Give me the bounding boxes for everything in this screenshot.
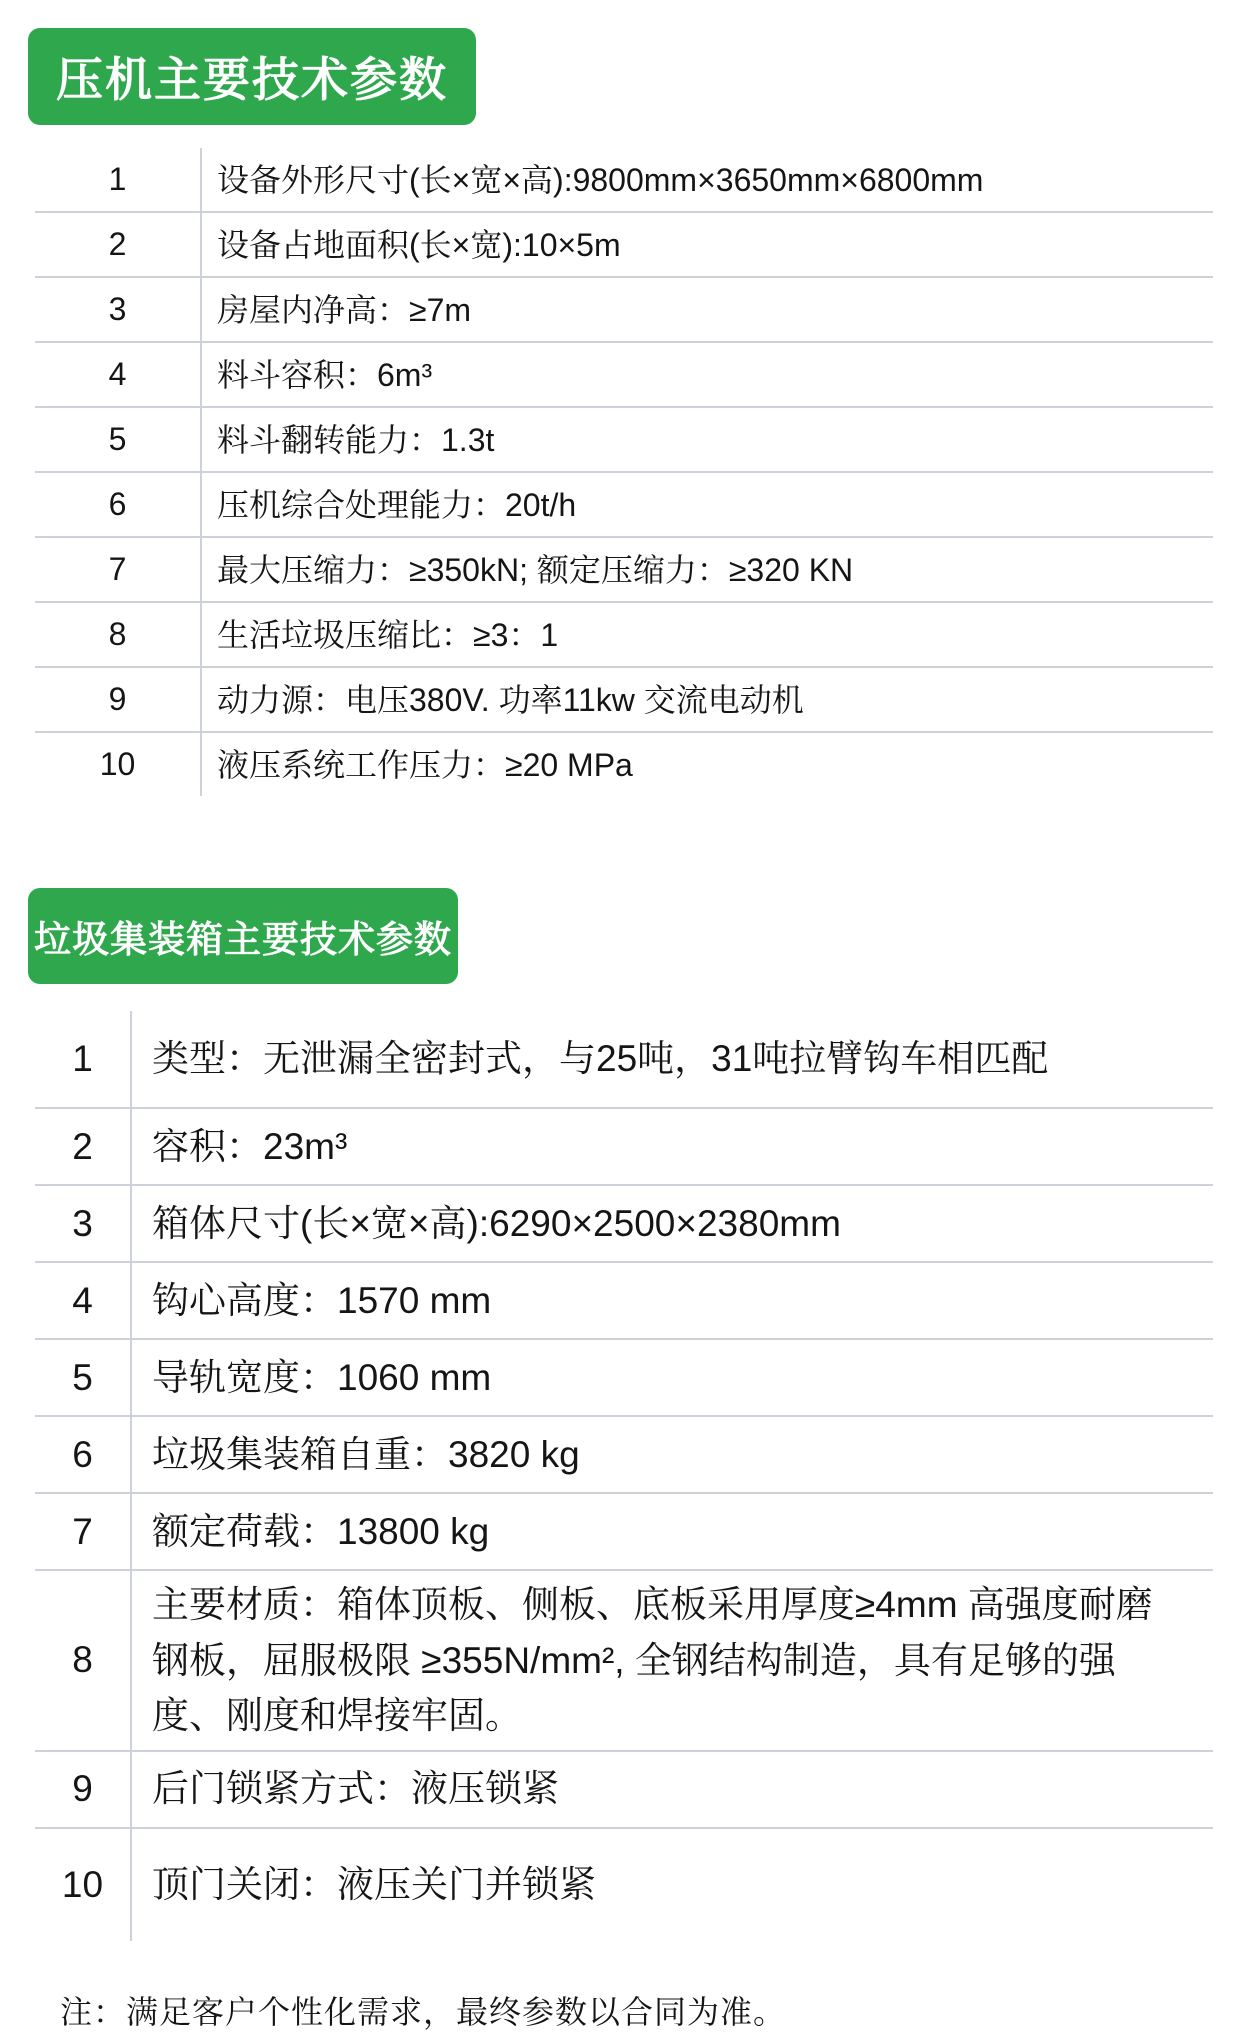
table-row xyxy=(35,668,1213,733)
row-number: 8 xyxy=(108,616,127,652)
table-row xyxy=(35,278,1213,343)
row-number: 9 xyxy=(72,1768,93,1809)
table-row xyxy=(35,213,1213,278)
row-text: 设备占地面积(长×宽):10×5m xyxy=(200,213,1213,276)
row-text: 额定荷载：13800 kg xyxy=(130,1494,1213,1569)
row-number: 4 xyxy=(108,356,127,392)
table-row xyxy=(35,1752,1213,1829)
table-row xyxy=(35,343,1213,408)
row-text: 顶门关闭：液压关门并锁紧 xyxy=(130,1829,1213,1941)
row-text: 最大压缩力：≥350kN; 额定压缩力：≥320 KN xyxy=(200,538,1213,601)
row-number: 10 xyxy=(99,746,136,782)
table-row xyxy=(35,148,1213,213)
row-number: 3 xyxy=(108,291,127,327)
row-number: 7 xyxy=(72,1510,93,1552)
row-number: 7 xyxy=(108,551,127,587)
row-text: 料斗容积：6m³ xyxy=(200,343,1213,406)
row-number: 1 xyxy=(108,161,127,197)
row-number: 1 xyxy=(72,1038,93,1079)
table-row xyxy=(35,1186,1213,1263)
table-row xyxy=(35,1011,1213,1109)
row-number: 2 xyxy=(72,1125,93,1167)
container-section-title: 垃圾集装箱主要技术参数 xyxy=(34,919,452,960)
table-row xyxy=(35,1417,1213,1494)
row-number: 6 xyxy=(108,486,127,522)
row-number: 6 xyxy=(72,1433,93,1475)
row-text: 动力源：电压380V. 功率11kw 交流电动机 xyxy=(200,668,1213,731)
row-number: 3 xyxy=(72,1202,93,1244)
row-number: 9 xyxy=(108,681,127,717)
table-row xyxy=(35,1494,1213,1571)
table-row xyxy=(35,733,1213,796)
row-number: 2 xyxy=(108,226,127,262)
row-text: 箱体尺寸(长×宽×高):6290×2500×2380mm xyxy=(130,1186,1213,1261)
footnote: 注：满足客户个性化需求，最终参数以合同为准。 xyxy=(60,1993,787,2030)
container-params-table xyxy=(35,1011,1213,1941)
row-number: 5 xyxy=(72,1356,93,1398)
row-text: 压机综合处理能力：20t/h xyxy=(200,473,1213,536)
row-text: 设备外形尺寸(长×宽×高):9800mm×3650mm×6800mm xyxy=(200,148,1213,211)
table-row xyxy=(35,1571,1213,1752)
row-text: 导轨宽度：1060 mm xyxy=(130,1340,1213,1415)
table-row xyxy=(35,1109,1213,1186)
row-number: 8 xyxy=(72,1639,93,1681)
row-number: 10 xyxy=(61,1863,104,1905)
row-text: 液压系统工作压力：≥20 MPa xyxy=(200,733,1213,796)
press-params-table xyxy=(35,148,1213,796)
table-row xyxy=(35,603,1213,668)
table-row xyxy=(35,1340,1213,1417)
press-section-badge xyxy=(28,28,476,125)
row-text: 生活垃圾压缩比：≥3：1 xyxy=(200,603,1213,666)
row-text: 后门锁紧方式：液压锁紧 xyxy=(130,1752,1213,1827)
row-text: 类型：无泄漏全密封式，与25吨，31吨拉臂钩车相匹配 xyxy=(130,1011,1213,1107)
container-section-badge xyxy=(28,888,458,984)
table-row xyxy=(35,1263,1213,1340)
row-text: 钩心高度：1570 mm xyxy=(130,1263,1213,1338)
table-row xyxy=(35,538,1213,603)
press-section-title: 压机主要技术参数 xyxy=(56,53,448,106)
row-number: 5 xyxy=(108,421,127,457)
row-text: 主要材质：箱体顶板、侧板、底板采用厚度≥4mm 高强度耐磨钢板，屈服极限 ≥355N/mm², 全钢结构制造，具有足够的强度、刚度和焊接牢固。 xyxy=(130,1571,1213,1750)
row-text: 房屋内净高：≥7m xyxy=(200,278,1213,341)
table-row xyxy=(35,1829,1213,1941)
row-text: 料斗翻转能力：1.3t xyxy=(200,408,1213,471)
table-row xyxy=(35,473,1213,538)
row-text: 垃圾集装箱自重：3820 kg xyxy=(130,1417,1213,1492)
row-number: 4 xyxy=(72,1279,93,1321)
table-row xyxy=(35,408,1213,473)
row-text: 容积：23m³ xyxy=(130,1109,1213,1184)
